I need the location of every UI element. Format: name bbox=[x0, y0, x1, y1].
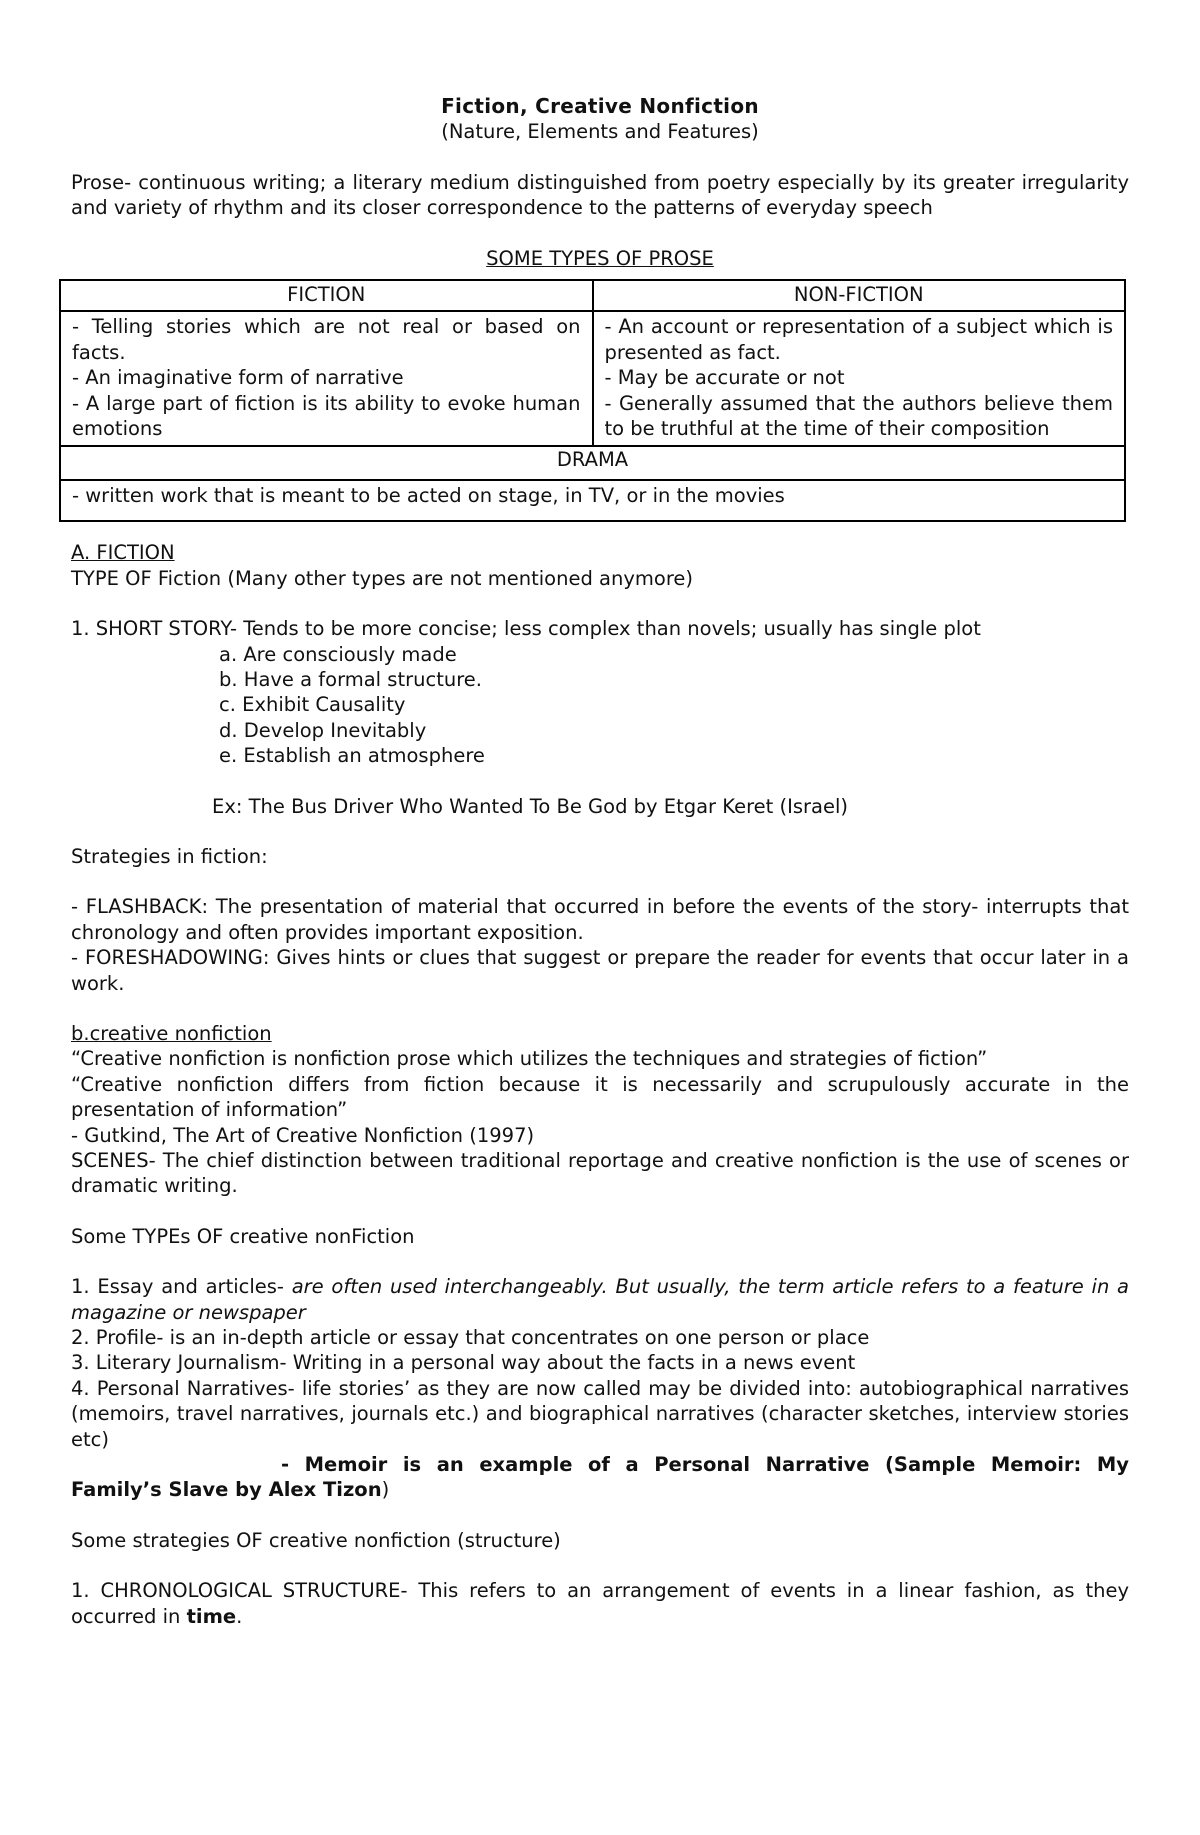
profile-item: 2. Profile- is an in-depth article or essay that concentrates on one person or place bbox=[71, 1326, 870, 1350]
prose-definition: Prose- continuous writing; a literary medium distinguished from poetry especially by its greater irregularity and variety of rhythm and its closer correspondence to the patterns of everyday speech bbox=[71, 170, 1129, 220]
prose-types-table bbox=[59, 279, 1126, 522]
cnf-quote: “Creative nonfiction differs from fiction because it is necessarily and scrupulously accurate in the presentation of information” bbox=[71, 1072, 1129, 1122]
chronological-end: . bbox=[236, 1604, 243, 1628]
fiction-item: - An imaginative form of narrative bbox=[72, 366, 404, 390]
fiction-strategies-label: Strategies in fiction: bbox=[71, 844, 268, 868]
flashback-item: - FLASHBACK: The presentation of material that occurred in before the events of the story- interrupts that chronology and often provides important exposition. bbox=[71, 895, 1129, 944]
fiction-item: - Telling stories which are not real or based on facts. bbox=[72, 315, 581, 364]
cnf-strategies-label: Some strategies OF creative nonfiction (structure) bbox=[71, 1528, 561, 1552]
essay-label: 1. Essay and articles- bbox=[71, 1275, 284, 1299]
nonfiction-header-cell: NON-FICTION bbox=[593, 280, 1126, 311]
nonfiction-item: - An account or representation of a subject which is presented as fact. bbox=[604, 315, 1113, 364]
chronological-bold: time bbox=[186, 1604, 237, 1628]
nonfiction-item: - May be accurate or not bbox=[604, 366, 845, 390]
fiction-item: - A large part of fiction is its ability to evoke human emotions bbox=[72, 391, 581, 441]
cnf-quote: “Creative nonfiction is nonfiction prose which utilizes the techniques and strategies of fiction” bbox=[71, 1047, 988, 1071]
fiction-heading: A. FICTION bbox=[71, 541, 175, 565]
short-story-sub-item: c. Exhibit Causality bbox=[219, 693, 406, 717]
foreshadowing-item: - FORESHADOWING: Gives hints or clues that suggest or prepare the reader for events that occur later in a work. bbox=[71, 946, 1129, 995]
fiction-cell bbox=[60, 311, 593, 446]
memoir-note bbox=[71, 1452, 1129, 1503]
document-title: Fiction, Creative Nonfiction bbox=[441, 94, 759, 118]
short-story-sub-item: d. Develop Inevitably bbox=[219, 718, 427, 742]
cnf-types-label: Some TYPEs OF creative nonFiction bbox=[71, 1224, 415, 1248]
types-heading: SOME TYPES OF PROSE bbox=[486, 246, 714, 270]
scenes-item: SCENES- The chief distinction between traditional reportage and creative nonfiction is the use of scenes or dramatic writing. bbox=[71, 1149, 1129, 1198]
nonfiction-cell bbox=[593, 311, 1126, 446]
short-story-sub-item: a. Are consciously made bbox=[219, 642, 457, 666]
drama-cell: - written work that is meant to be acted on stage, in TV, or in the movies bbox=[60, 480, 1125, 521]
short-story-item: 1. SHORT STORY- Tends to be more concise; less complex than novels; usually has single plot bbox=[71, 617, 981, 641]
fiction-types-line: TYPE OF Fiction (Many other types are not mentioned anymore) bbox=[71, 566, 694, 590]
document-page bbox=[71, 94, 1129, 1629]
cnf-source: - Gutkind, The Art of Creative Nonfiction (1997) bbox=[71, 1123, 535, 1147]
short-story-example: Ex: The Bus Driver Who Wanted To Be God by Etgar Keret (Israel) bbox=[212, 794, 849, 818]
memoir-text: - Memoir is an example of a Personal Narrative (Sample Memoir: My Family’s Slave by Alex Tizon bbox=[71, 1453, 1129, 1502]
personal-narratives-item: 4. Personal Narratives- life stories’ as they are now called may be divided into: autobiographical narratives (memoirs, travel narratives, journals etc.) and biographical narratives (character sketches, interview stories etc) bbox=[71, 1376, 1129, 1451]
memoir-close: ) bbox=[381, 1478, 390, 1502]
document-subtitle: (Nature, Elements and Features) bbox=[441, 120, 759, 144]
nonfiction-item: - Generally assumed that the authors believe them to be truthful at the time of their composition bbox=[604, 391, 1113, 441]
essay-item bbox=[71, 1274, 1129, 1325]
chronological-text: 1. CHRONOLOGICAL STRUCTURE- This refers to an arrangement of events in a linear fashion, as they occurred in bbox=[71, 1579, 1129, 1628]
chronological-item bbox=[71, 1578, 1129, 1629]
fiction-header-cell: FICTION bbox=[60, 280, 593, 311]
journalism-item: 3. Literary Journalism- Writing in a personal way about the facts in a news event bbox=[71, 1351, 856, 1375]
essay-description: are often used interchangeably. But usually, the term article refers to a feature in a magazine or newspaper bbox=[71, 1275, 1129, 1324]
cnf-heading: b.creative nonfiction bbox=[71, 1021, 272, 1045]
drama-header-cell: DRAMA bbox=[60, 446, 1125, 479]
short-story-sub-item: e. Establish an atmosphere bbox=[219, 744, 485, 768]
short-story-sub-item: b. Have a formal structure. bbox=[219, 667, 482, 691]
